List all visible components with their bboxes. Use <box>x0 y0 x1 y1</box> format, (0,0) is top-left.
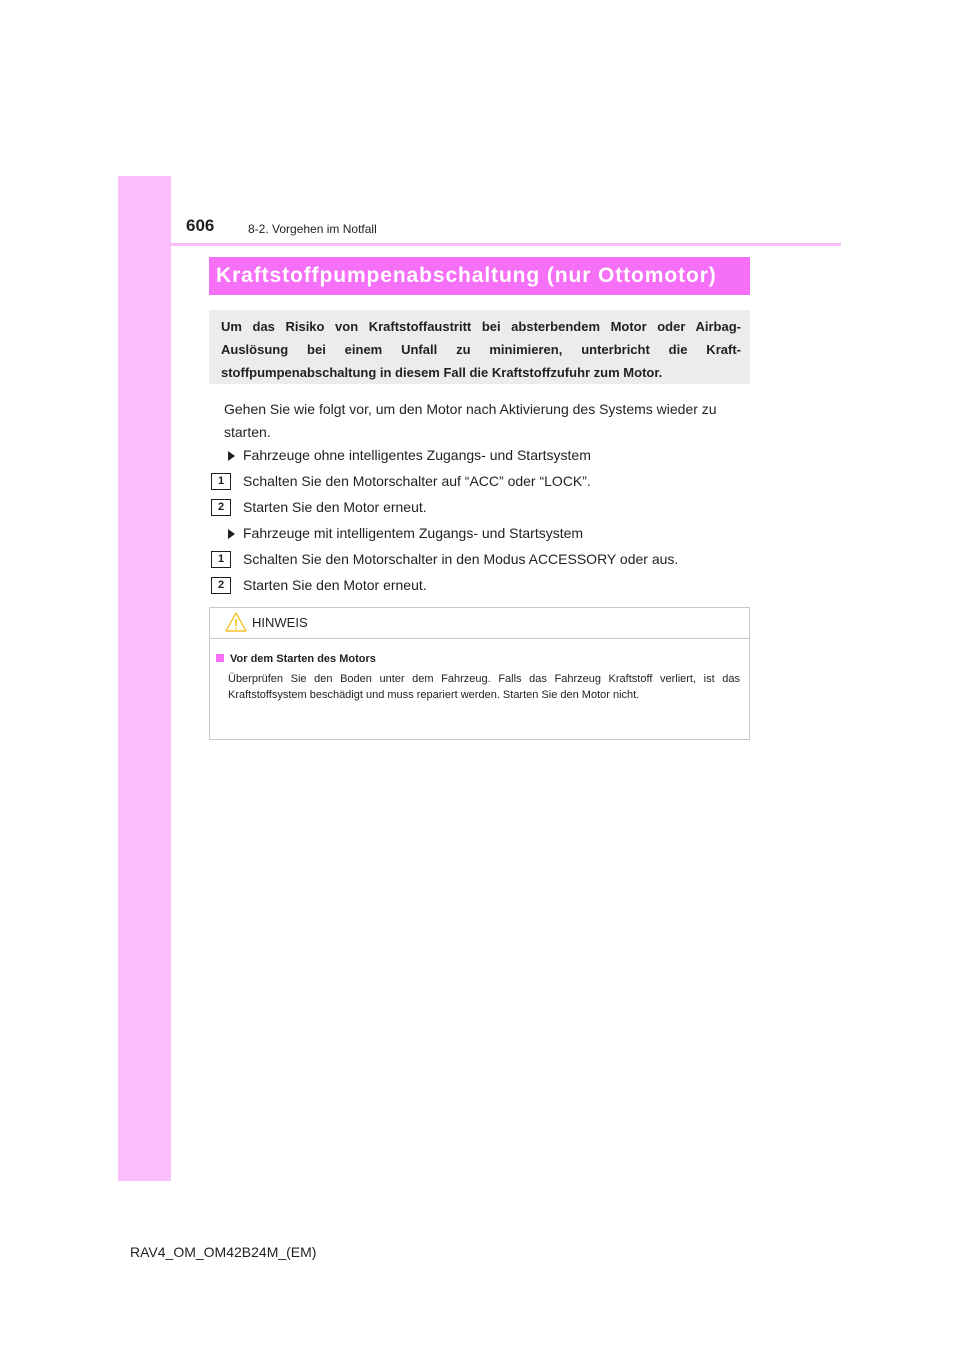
section-label: 8-2. Vorgehen im Notfall <box>248 222 377 236</box>
body-paragraph: Gehen Sie wie folgt vor, um den Motor nach Aktivierung des Systems wieder zu starten. <box>224 401 717 440</box>
warning-triangle-icon <box>225 612 247 632</box>
chapter-sidebar <box>118 176 171 1181</box>
notice-subheading <box>216 653 376 665</box>
step-text: Starten Sie den Motor erneut. <box>243 577 427 593</box>
group-heading: Fahrzeuge mit intelligentem Zugangs- und Startsystem <box>243 525 584 541</box>
bullet-triangle-icon <box>228 529 235 539</box>
group-heading: Fahrzeuge ohne intelligentes Zugangs- und Startsystem <box>243 447 591 463</box>
step-number-box: 2 <box>211 577 231 594</box>
notice-text: Überprüfen Sie den Boden unter dem Fahrzeug. Falls das Fahrzeug Kraftstoff verliert, ist das Kraftstoffsystem beschädigt und muss repariert werden. Starten Sie den Motor nicht. <box>228 673 740 701</box>
notice-subheading-text: Vor dem Starten des Motors <box>230 653 376 665</box>
footer-code: RAV4_OM_OM42B24M_(EM) <box>130 1244 317 1260</box>
section-title-band <box>209 257 750 295</box>
step-number-box: 2 <box>211 499 231 516</box>
step-text: Schalten Sie den Motorschalter in den Modus ACCESSORY oder aus. <box>243 551 679 567</box>
intro-box: Um das Risiko von Kraftstoffaustritt bei absterbendem Motor oder Airbag-Auslösung bei einem Unfall zu minimieren, unterbricht die Kraftstoffpumpenabschaltung in diesem Fall die Kraftstoffzufuhr zum Motor. <box>209 310 750 384</box>
notice-header <box>210 608 749 639</box>
header-rule <box>118 243 841 246</box>
page-number: 606 <box>186 216 215 235</box>
step-number-box: 1 <box>211 551 231 568</box>
square-bullet-icon <box>216 654 224 662</box>
notice-title: HINWEIS <box>252 615 308 630</box>
bullet-triangle-icon <box>228 451 235 461</box>
step-number-box: 1 <box>211 473 231 490</box>
notice-box <box>209 607 750 740</box>
section-title: Kraftstoffpumpenabschaltung (nur Ottomotor) <box>216 264 717 287</box>
step-text: Schalten Sie den Motorschalter auf “ACC” oder “LOCK”. <box>243 473 591 489</box>
step-text: Starten Sie den Motor erneut. <box>243 499 427 515</box>
